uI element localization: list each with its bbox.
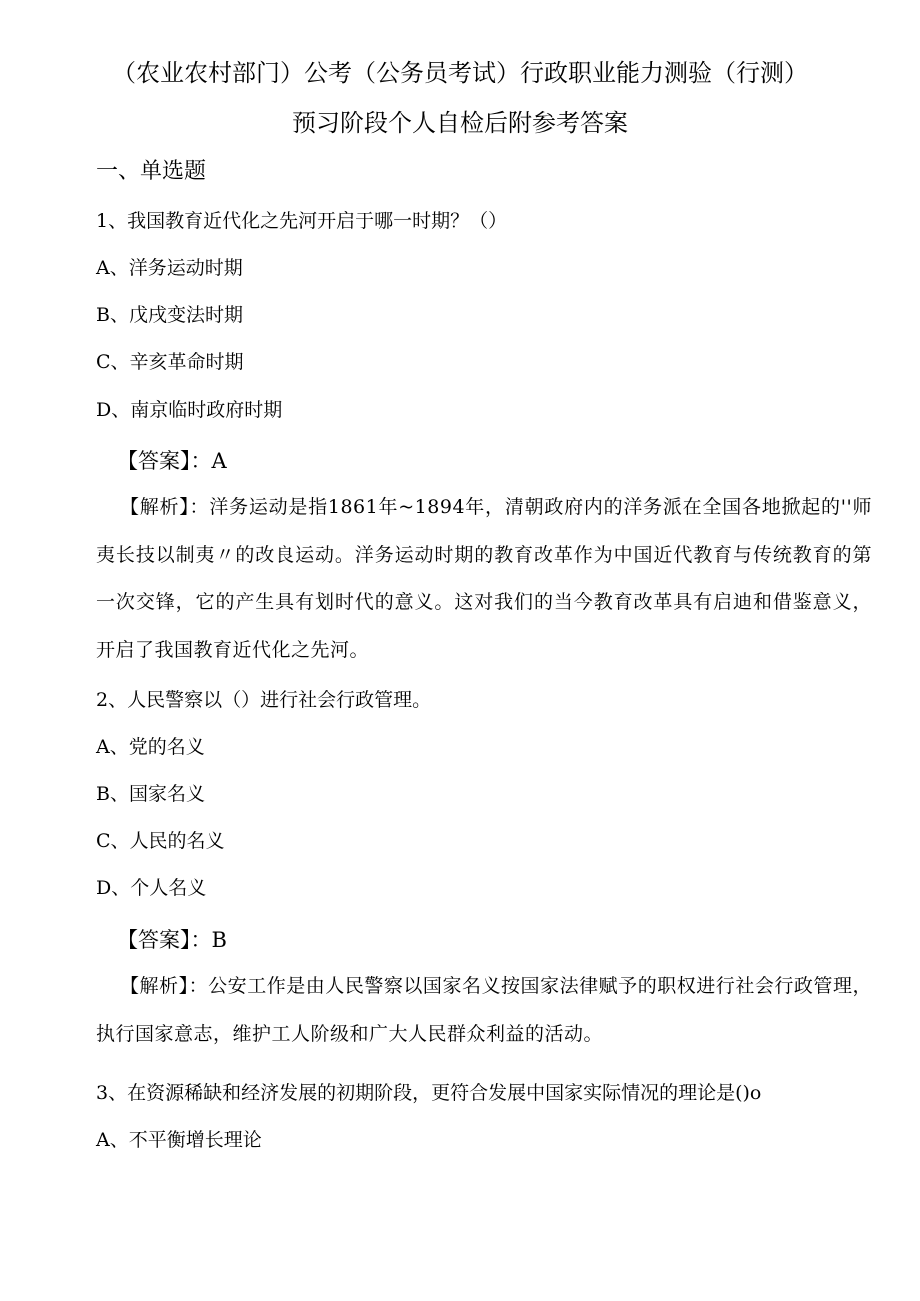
question-2-option-a: A、党的名义 <box>96 736 205 758</box>
question-1-explanation <box>96 484 872 674</box>
question-2-option-c: C、人民的名义 <box>96 830 225 852</box>
answer-value: A <box>211 449 227 473</box>
question-3-text: 3、在资源稀缺和经济发展的初期阶段，更符合发展中国家实际情况的理论是()o <box>96 1082 762 1104</box>
question-2-text: 2、人民警察以（）进行社会行政管理。 <box>96 689 432 711</box>
question-2-option-d: D、个人名义 <box>96 877 207 899</box>
explanation-text: 洋务运动是指1861年~1894年，清朝政府内的洋务派在全国各地掀起的''师夷长技以制夷〃的改良运动。洋务运动时期的教育改革作为中国近代教育与传统教育的第一次交锋，它的产生具有划时代的意义。这对我们的当今教育改革具有启迪和借鉴意义，开启了我国教育近代化之先河。 <box>96 496 872 661</box>
question-1-option-d: D、南京临时政府时期 <box>96 399 283 421</box>
answer-label: 【答案】： <box>117 449 212 473</box>
question-1-option-a: A、洋务运动时期 <box>96 257 243 279</box>
document-title-line-2: 预习阶段个人自检后附参考答案 <box>292 109 628 137</box>
question-1-option-b: B、戊戌变法时期 <box>96 304 243 326</box>
question-2-explanation <box>96 963 872 1058</box>
question-1-text: 1、我国教育近代化之先河开启于哪一时期？（） <box>96 210 508 232</box>
question-3-option-a: A、不平衡增长理论 <box>96 1129 262 1151</box>
explanation-label: 【解析】： <box>120 975 209 997</box>
question-2-answer <box>117 925 227 955</box>
question-1-answer <box>117 446 227 476</box>
section-heading: 一、单选题 <box>96 159 207 184</box>
answer-label: 【答案】： <box>117 928 212 952</box>
explanation-text: 公安工作是由人民警察以国家名义按国家法律赋予的职权进行社会行政管理，执行国家意志，维护工人阶级和广大人民群众利益的活动。 <box>96 975 872 1045</box>
document-title-line-1: （农业农村部门）公考（公务员考试）行政职业能力测验（行测） <box>112 59 808 87</box>
answer-value: B <box>211 928 227 952</box>
question-1-option-c: C、辛亥革命时期 <box>96 351 244 373</box>
explanation-label: 【解析】： <box>120 496 210 518</box>
question-2-option-b: B、国家名义 <box>96 783 205 805</box>
